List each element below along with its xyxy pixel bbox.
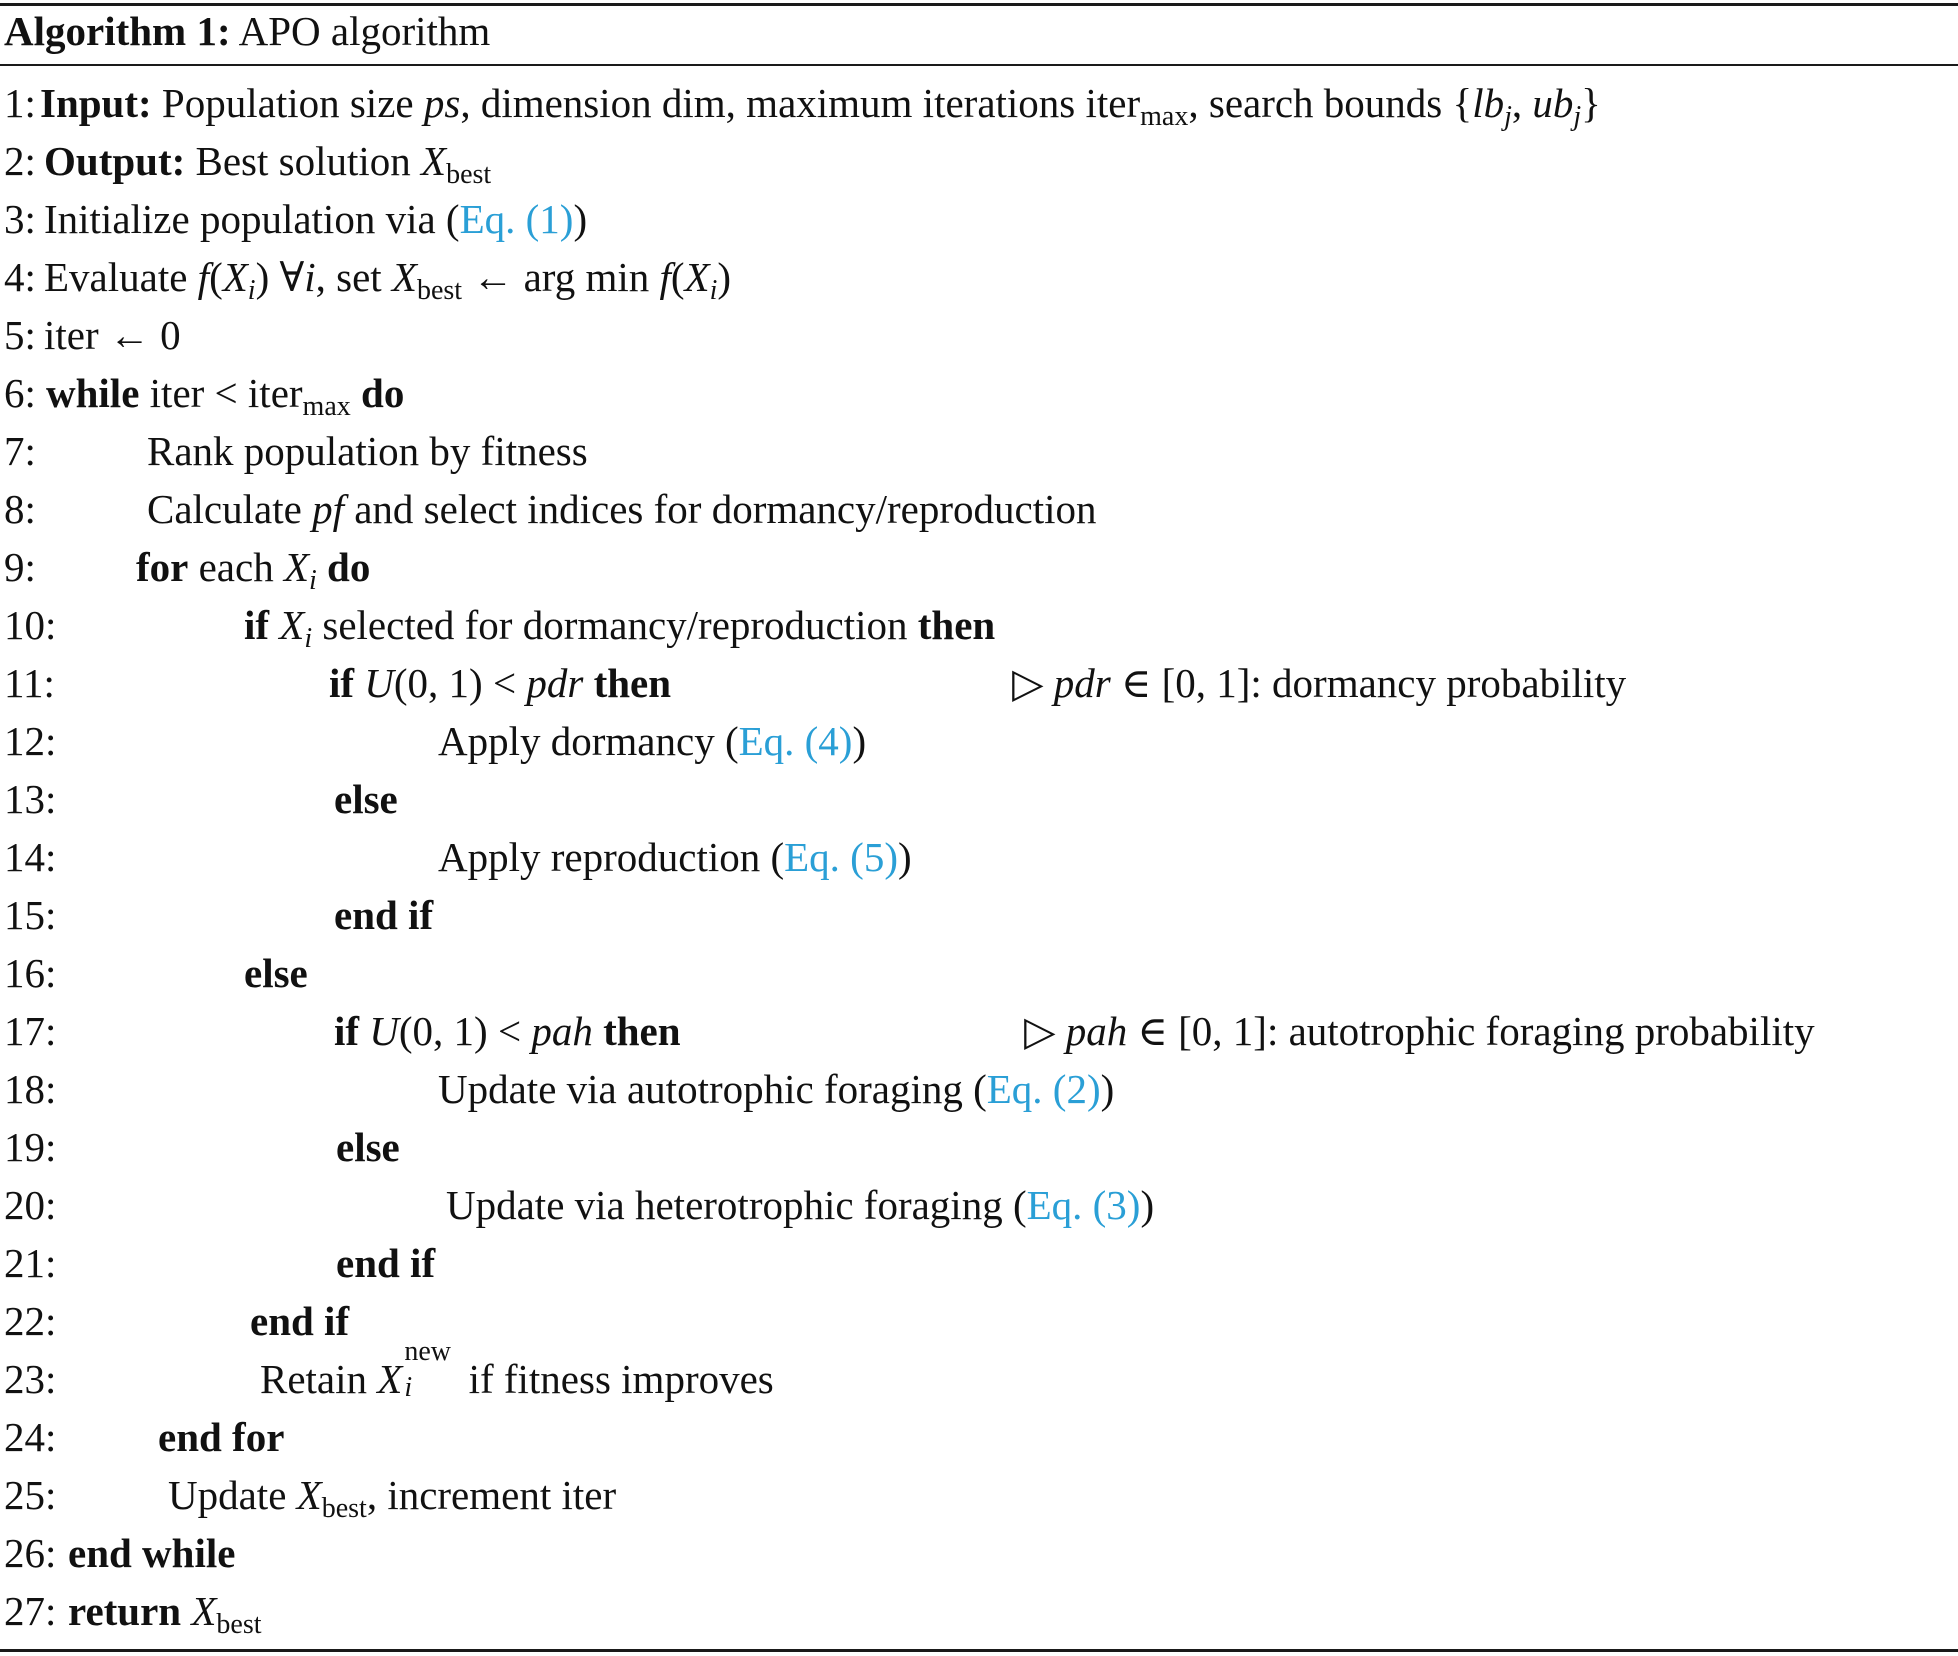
- algorithm-line-14: [0, 828, 1958, 886]
- line-number: 15:: [4, 892, 57, 938]
- line-number: 23:: [4, 1356, 57, 1402]
- line-statement: while iter < iter$_{max}$ do: [46, 370, 405, 422]
- line-number: 6:: [4, 370, 36, 416]
- algorithm-line-4: [0, 248, 1958, 306]
- algorithm-line-2: [0, 132, 1958, 190]
- line-statement: Retain X new i if fitness improves: [260, 1336, 774, 1403]
- algorithm-line-21: [0, 1234, 1958, 1292]
- caption-rule: [0, 64, 1958, 66]
- algorithm-line-6: [0, 364, 1958, 422]
- line-statement: end while: [68, 1530, 236, 1576]
- caption-title: APO algorithm: [238, 8, 491, 54]
- line-statement: if $X_i$ selected for dormancy/reproduction then: [244, 602, 996, 654]
- line-statement: end for: [158, 1414, 285, 1460]
- line-statement: Update via autotrophic foraging (Eq. (2)): [438, 1066, 1115, 1112]
- algorithm-line-27: [0, 1582, 1958, 1640]
- line-number: 13:: [4, 776, 57, 822]
- line-statement: if U(0, 1) < pdr then: [329, 660, 672, 706]
- algorithm-line-5: [0, 306, 1958, 364]
- algorithm-line-20: [0, 1176, 1958, 1234]
- algorithm-line-15: [0, 886, 1958, 944]
- line-number: 18:: [4, 1066, 57, 1112]
- line-statement: Apply reproduction (Eq. (5)): [438, 834, 912, 880]
- line-number: 20:: [4, 1182, 57, 1228]
- algorithm-line-24: [0, 1408, 1958, 1466]
- line-number: 9:: [4, 544, 36, 590]
- algorithm-line-7: [0, 422, 1958, 480]
- line-number: 5:: [4, 312, 36, 358]
- line-comment: ▷ pah ∈ [0, 1]: autotrophic foraging probability: [1024, 1008, 1815, 1054]
- algorithm-line-17: [0, 1002, 1958, 1060]
- equation-link[interactable]: Eq. (3): [1026, 1182, 1141, 1228]
- line-statement: else: [336, 1124, 400, 1170]
- bottom-rule: [0, 1649, 1958, 1652]
- algorithm-line-9: [0, 538, 1958, 596]
- line-statement: else: [334, 776, 398, 822]
- line-statement: Initialize population via (Eq. (1)): [44, 196, 588, 242]
- line-statement: for each $X_i$ do: [136, 544, 371, 596]
- algorithm-line-1: [0, 74, 1958, 132]
- line-statement: Apply dormancy (Eq. (4)): [438, 718, 867, 764]
- line-statement: return $X_{best}$: [68, 1588, 262, 1640]
- line-number: 2:: [4, 138, 36, 184]
- line-statement: Evaluate $f(X_i)$ ∀i, set $X_{best}$ ← arg $\min f(X_i)$: [44, 254, 732, 306]
- line-statement: Calculate pf and select indices for dormancy/reproduction: [147, 486, 1097, 532]
- line-statement: if U(0, 1) < pah then: [334, 1008, 681, 1054]
- algorithm-caption: [4, 0, 490, 62]
- algorithm-line-12: [0, 712, 1958, 770]
- line-number: 19:: [4, 1124, 57, 1170]
- line-number: 14:: [4, 834, 57, 880]
- line-number: 25:: [4, 1472, 57, 1518]
- line-statement: end if: [334, 892, 434, 938]
- equation-link[interactable]: Eq. (1): [459, 196, 574, 242]
- algorithm-line-3: [0, 190, 1958, 248]
- line-number: 4:: [4, 254, 36, 300]
- algorithm-line-16: [0, 944, 1958, 1002]
- algorithm-line-18: [0, 1060, 1958, 1118]
- line-number: 11:: [4, 660, 55, 706]
- line-number: 1:: [4, 80, 36, 126]
- line-number: 21:: [4, 1240, 57, 1286]
- comment-triangle-icon: ▷: [1012, 660, 1044, 706]
- algorithm-line-23: [0, 1336, 1958, 1408]
- comment-triangle-icon: ▷: [1024, 1008, 1056, 1054]
- equation-link[interactable]: Eq. (5): [784, 834, 898, 880]
- line-statement: Output: Best solution $X_{best}$: [44, 138, 492, 190]
- line-statement: Update $X_{best}$, increment iter: [168, 1472, 617, 1524]
- algorithm-line-11: [0, 654, 1958, 712]
- line-number: 17:: [4, 1008, 57, 1054]
- line-number: 10:: [4, 602, 57, 648]
- line-number: 3:: [4, 196, 36, 242]
- line-number: 22:: [4, 1298, 57, 1344]
- line-statement: end if: [336, 1240, 436, 1286]
- algorithm-line-10: [0, 596, 1958, 654]
- algorithm-line-25: [0, 1466, 1958, 1524]
- line-number: 7:: [4, 428, 36, 474]
- algorithm-line-26: [0, 1524, 1958, 1582]
- line-statement: end if: [250, 1298, 350, 1344]
- line-statement: else: [244, 950, 308, 996]
- equation-link[interactable]: Eq. (2): [986, 1066, 1101, 1112]
- algorithm-line-8: [0, 480, 1958, 538]
- line-statement: Rank population by fitness: [147, 428, 588, 474]
- equation-link[interactable]: Eq. (4): [738, 718, 853, 764]
- algorithm-line-22: [0, 1292, 1958, 1350]
- line-statement: Input: Population size ps, dimension dim, maximum iterations iter$_{max}$, search bounds {$lb_j$, $ub_j$}: [40, 80, 1601, 132]
- line-number: 12:: [4, 718, 57, 764]
- line-number: 8:: [4, 486, 36, 532]
- line-number: 16:: [4, 950, 57, 996]
- caption-label: Algorithm 1:: [4, 8, 231, 54]
- algorithm-line-19: [0, 1118, 1958, 1176]
- line-statement: Update via heterotrophic foraging (Eq. (3)): [446, 1182, 1155, 1228]
- line-number: 24:: [4, 1414, 57, 1460]
- line-number: 26:: [4, 1530, 57, 1576]
- algorithm-line-13: [0, 770, 1958, 828]
- line-comment: ▷ pdr ∈ [0, 1]: dormancy probability: [1012, 660, 1627, 706]
- line-number: 27:: [4, 1588, 57, 1634]
- line-statement: iter ← 0: [44, 312, 181, 358]
